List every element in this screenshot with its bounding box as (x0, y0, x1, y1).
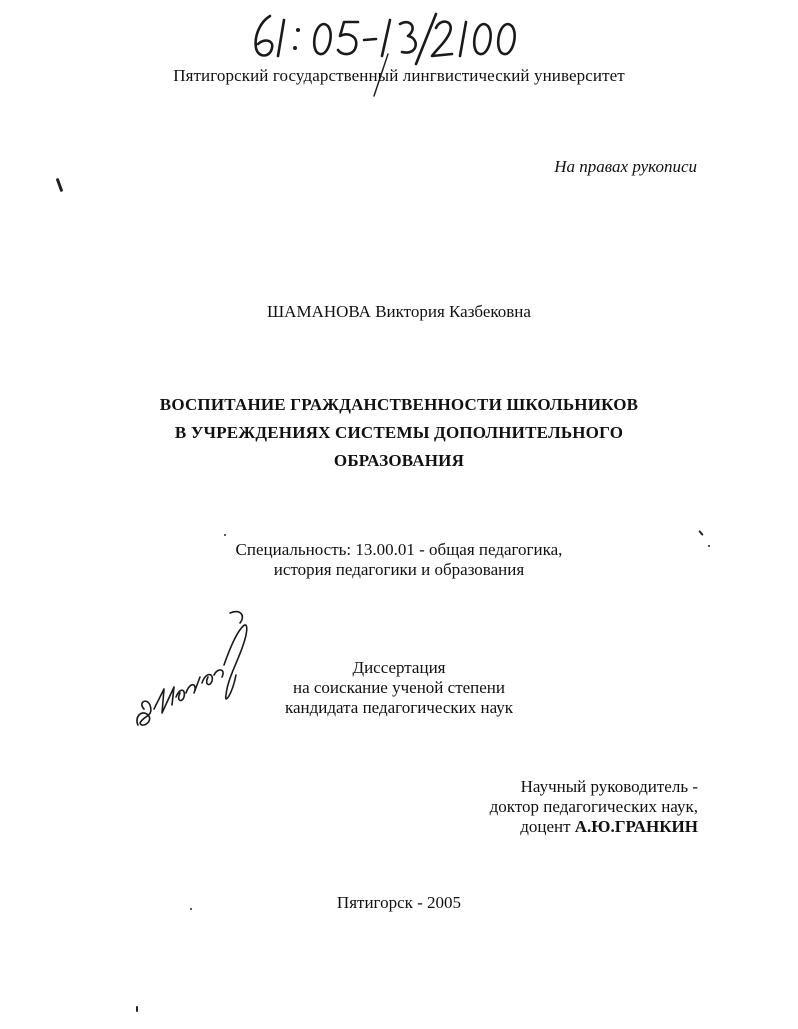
degree-line: на соискание ученой степени (292, 678, 506, 697)
scan-speck (136, 1006, 138, 1012)
degree-line: Диссертация (352, 658, 446, 677)
scan-speck (190, 908, 192, 910)
speciality-line: история педагогики и образования (273, 560, 525, 579)
rights-note: На правах рукописи (554, 157, 697, 176)
degree-block (0, 658, 798, 718)
title-line: ОБРАЗОВАНИЯ (333, 451, 465, 470)
scan-speck (56, 178, 64, 192)
scan-speck (698, 530, 703, 536)
scan-speck (708, 545, 710, 547)
university-name: Пятигорский государственный лингвистический университет (173, 66, 625, 85)
title-line: В УЧРЕЖДЕНИЯХ СИСТЕМЫ ДОПОЛНИТЕЛЬНОГО (174, 423, 624, 442)
speciality-block (0, 540, 798, 580)
supervisor-line: Научный руководитель - (520, 777, 698, 796)
scan-speck (224, 534, 226, 536)
supervisor-block (490, 777, 698, 837)
supervisor-name: А.Ю.ГРАНКИН (574, 817, 698, 836)
supervisor-name-line (490, 817, 698, 837)
title-line: ВОСПИТАНИЕ ГРАЖДАНСТВЕННОСТИ ШКОЛЬНИКОВ (159, 395, 639, 414)
author-signature (128, 605, 258, 735)
speciality-line: Специальность: 13.00.01 - общая педагогика, (235, 540, 563, 559)
supervisor-line: доктор педагогических наук, (489, 797, 698, 816)
city-year: Пятигорск - 2005 (336, 893, 462, 912)
degree-line: кандидата педагогических наук (284, 698, 514, 717)
dissertation-title (0, 391, 798, 475)
author-name: ШАМАНОВА Виктория Казбековна (267, 302, 531, 321)
supervisor-title: доцент (520, 817, 571, 836)
